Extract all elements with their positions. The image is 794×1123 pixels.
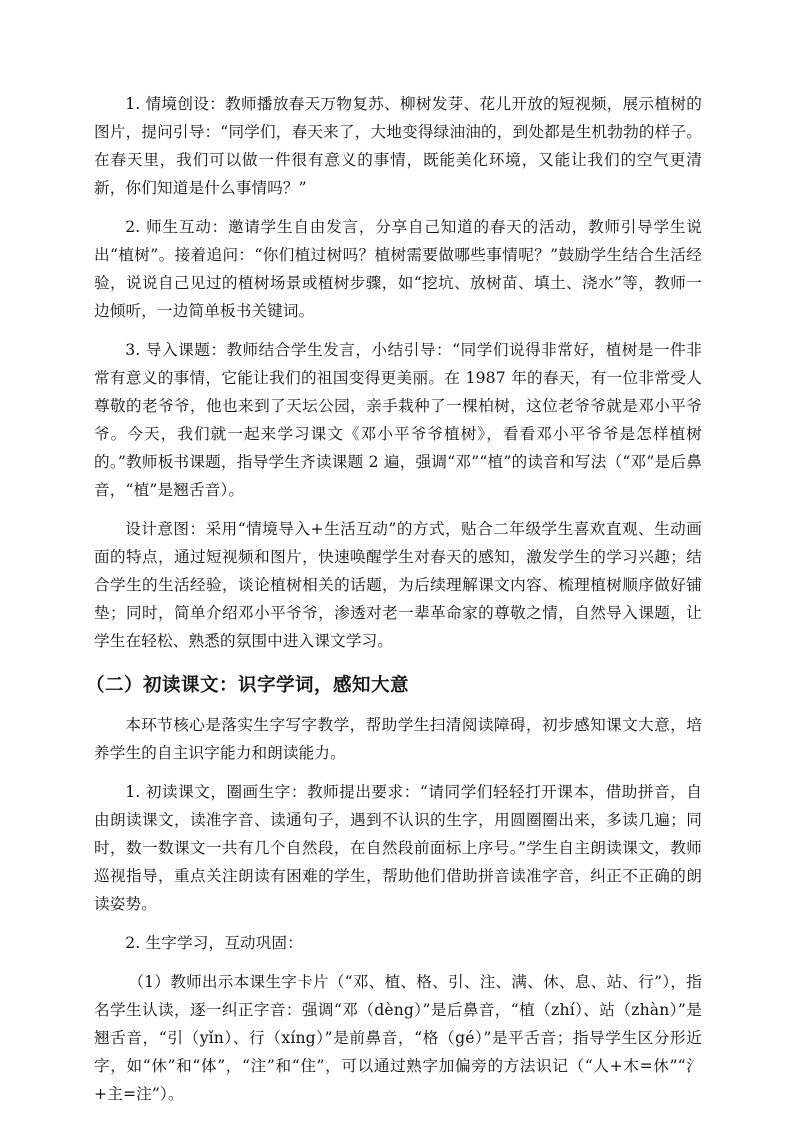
section-heading: （二）初读课文：识字学词，感知大意 <box>86 675 410 696</box>
paragraph-first-reading: 1. 初读课文，圈画生字：教师提出要求：“请同学们轻轻打开课本，借助拼音，自由朗读课文，读准字音、读通句子，遇到不认识的生字，用圆圈圈出来，多读几遍；同时，数一数课文一共有几个自然段，在自然段前面标上序号。”学生自主朗读课文，教师巡视指导，重点关注朗读有困难的学生，帮助他们借助拼音读准字音，纠正不正确的朗读姿势。 <box>94 783 702 913</box>
paragraph-introduce-topic: 3. 导入课题：教师结合学生发言，小结引导：“同学们说得非常好，植树是一件非常有意义的事情，它能让我们的祖国变得更美丽。在 1987 年的春天，有一位非常受人尊敬的老爷爷，他也来到了天坛公园，亲手栽种了一棵柏树，这位老爷爷就是邓小平爷爷。今天，我们就一起来学习课文《邓小平爷爷植树》，看看邓小平爷爷是怎样植树的。”教师板书课题，指导学生齐读课题 2 遍，强调“邓”“植”的读音和写法（“邓”是后鼻音，“植”是翘舌音）。 <box>94 341 702 499</box>
paragraph-design-intent: 设计意图：采用“情境导入+生活互动”的方式，贴合二年级学生喜欢直观、生动画面的特点，通过短视频和图片，快速唤醒学生对春天的感知，激发学生的学习兴趣；结合学生的生活经验，谈论植树相关的话题，为后续理解课文内容、梳理植树顺序做好铺垫；同时，简单介绍邓小平爷爷，渗透对老一辈革命家的尊敬之情，自然导入课题，让学生在轻松、熟悉的氛围中进入课文学习。 <box>94 520 702 650</box>
paragraph-character-cards: （1）教师出示本课生字卡片（“邓、植、格、引、注、满、休、息、站、行”），指名学生认读，逐一纠正字音：强调“邓（dèng）”是后鼻音，“植（zhí）、站（zhàn）”是翘舌音，“引（yǐn）、行（xíng）”是前鼻音，“格（gé）”是平舌音；指导学生区分形近字，如“休”和“体”，“注”和“住”，可以通过熟字加偏旁的方法识记（“人+木=休”“氵+主=注”）。 <box>94 973 702 1103</box>
document-body <box>86 90 702 1119</box>
paragraph-section-core: 本环节核心是落实生字写字教学，帮助学生扫清阅读障碍，初步感知课文大意，培养学生的自主识字能力和朗读能力。 <box>94 716 702 762</box>
paragraph-character-learning: 2. 生字学习，互动巩固： <box>125 934 303 952</box>
paragraph-teacher-student-interaction: 2. 师生互动：邀请学生自由发言，分享自己知道的春天的活动，教师引导学生说出“植树”。接着追问：“你们植过树吗？植树需要做哪些事情呢？”鼓励学生结合生活经验，说说自己见过的植树场景或植树步骤，如“挖坑、放树苗、填土、浇水”等，教师一边倾听，一边简单板书关键词。 <box>94 218 702 320</box>
paragraph-situation-setup: 1. 情境创设：教师播放春天万物复苏、柳树发芽、花儿开放的短视频，展示植树的图片，提问引导：“同学们，春天来了，大地变得绿油油的，到处都是生机勃勃的样子。在春天里，我们可以做一件很有意义的事情，既能美化环境，又能让我们的空气更清新，你们知道是什么事情吗？” <box>94 95 702 197</box>
